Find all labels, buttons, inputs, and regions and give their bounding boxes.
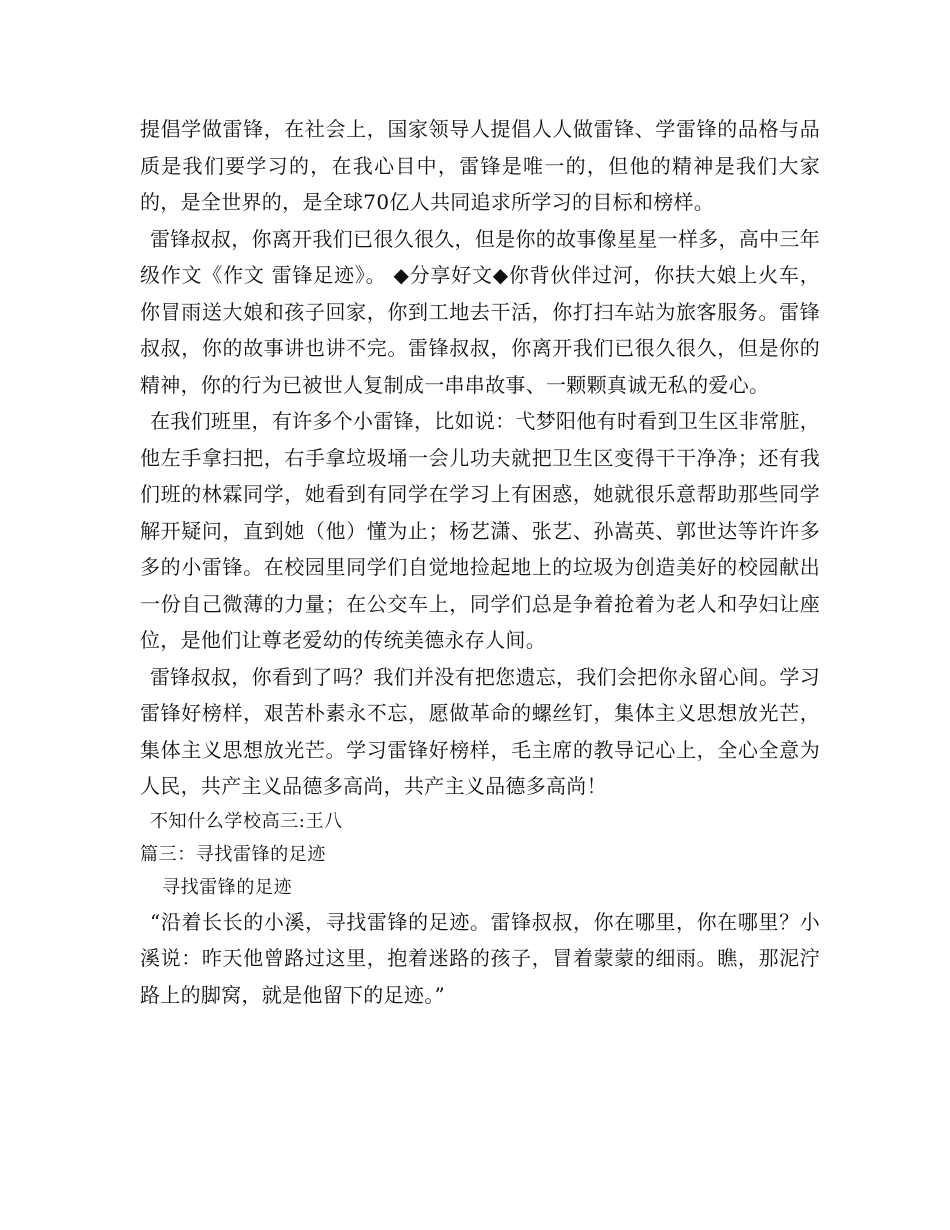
paragraph-1: 提倡学做雷锋，在社会上，国家领导人提倡人人做雷锋、学雷锋的品格与品质是我们要学习的，在我心目中，雷锋是唯一的，但他的精神是我们大家的，是全世界的，是全球70亿人共同追求所学习的目标和榜样。 — [140, 117, 820, 214]
document-body — [140, 111, 820, 1013]
author-line: 不知什么学校高三:王八 — [150, 810, 343, 832]
paragraph-3: 在我们班里，有许多个小雷锋，比如说：弋梦阳他有时看到卫生区非常脏，他左手拿扫把，右手拿垃圾埇一会儿功夫就把卫生区变得干干净净；还有我们班的林霖同学，她看到有同学在学习上有困惑，她就很乐意帮助那些同学解开疑问，直到她（他）懂为止；杨艺潇、张艺、孙嵩英、郭世达等许许多多的小雷锋。在校园里同学们自觉地捡起地上的垃圾为创造美好的校园献出一份自己微薄的力量；在公交车上，同学们总是争着抢着为老人和孕妇让座位，是他们让尊老爱幼的传统美德永存人间。 — [140, 409, 820, 652]
section-title: 寻找雷锋的足迹 — [162, 876, 293, 898]
paragraph-5: “沿着长长的小溪，寻找雷锋的足迹。雷锋叔叔，你在哪里，你在哪里？小溪说：昨天他曾路过这里，抱着迷路的孩子，冒着蒙蒙的细雨。瞧，那泥泞路上的脚窝，就是他留下的足迹。” — [140, 909, 820, 1007]
section-heading: 篇三：寻找雷锋的足迹 — [140, 843, 326, 865]
paragraph-4: 雷锋叔叔，你看到了吗？我们并没有把您遗忘，我们会把你永留心间。学习雷锋好榜样，艰苦朴素永不忘，愿做革命的螺丝钉，集体主义思想放光芒，集体主义思想放光芒。学习雷锋好榜样，毛主席的教导记心上，全心全意为人民，共产主义品德多高尚，共产主义品德多高尚！ — [140, 664, 820, 798]
paragraph-2: 雷锋叔叔，你离开我们已很久很久，但是你的故事像星星一样多，高中三年级作文《作文 雷锋足迹》。 ◆分享好文◆你背伙伴过河，你扶大娘上火车，你冒雨送大娘和孩子回家，你到工地去干活，你打扫车站为旅客服务。雷锋叔叔，你的故事讲也讲不完。雷锋叔叔，你离开我们已很久很久，但是你的精神，你的行为已被世人复制成一串串故事、一颗颗真诚无私的爱心。 — [140, 226, 820, 397]
